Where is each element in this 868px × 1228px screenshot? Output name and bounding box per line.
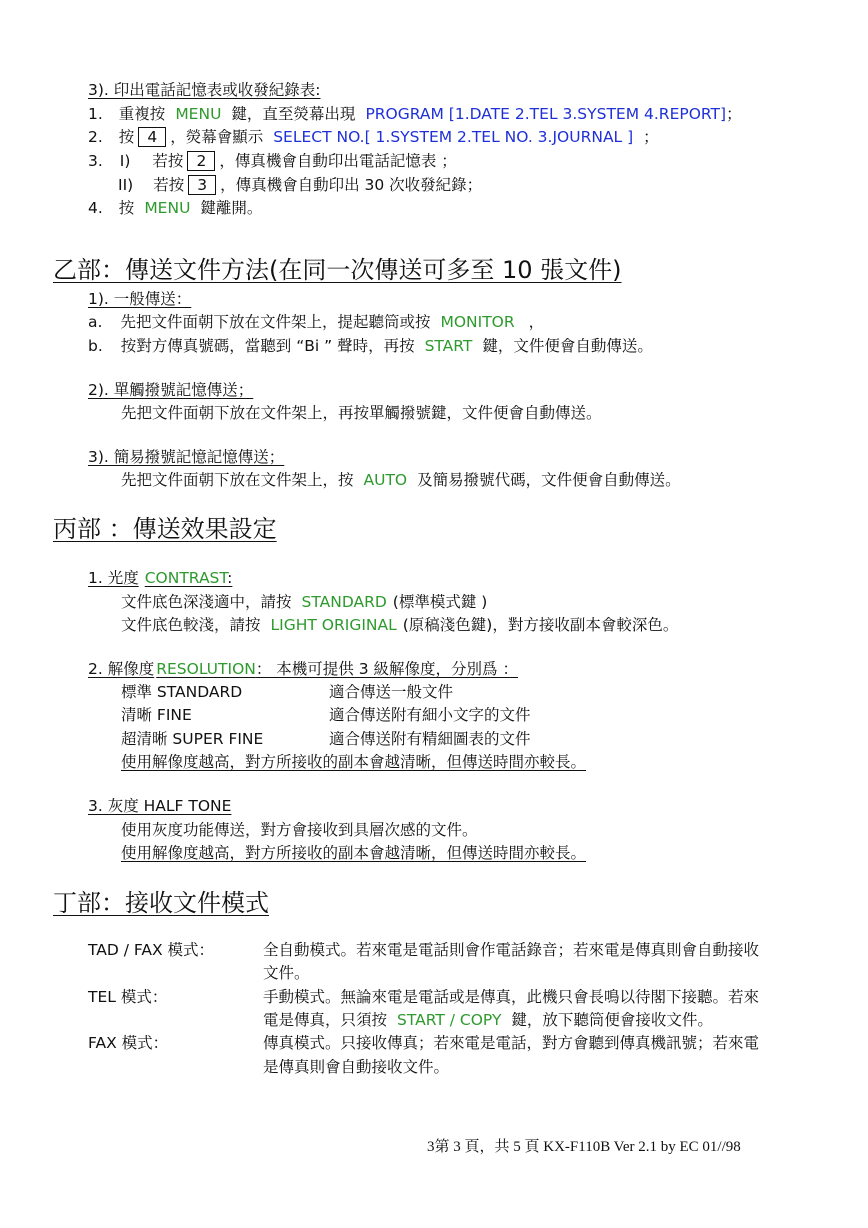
start-key: START: [424, 337, 473, 355]
step-number: 3.: [88, 152, 103, 170]
tel-mode-desc: 手動模式。無論來電是電話或是傳真，此機只會長鳴以待閣下接聽。若來: [263, 988, 760, 1006]
resolution-note: 使用解像度越高，對方所接收的副本會越清晰，但傳送時間亦較長。: [121, 753, 587, 771]
tad-mode-desc: 全自動模式。若來電是電話則會作電話錄音；若來電是傳真則會自動接收: [263, 941, 760, 959]
auto-key: AUTO: [363, 471, 408, 489]
step-text: 鍵，文件便會自動傳送。: [482, 337, 653, 355]
start-copy-key: START / COPY: [397, 1011, 502, 1029]
step-text: ，熒幕會顯示: [170, 128, 264, 146]
step-text: 文件底色較淺，請按: [121, 616, 261, 634]
step-text: 按: [118, 128, 135, 146]
tel-mode-label: TEL 模式：: [88, 988, 168, 1006]
contrast-light: [121, 615, 678, 635]
key-3: 3: [188, 175, 216, 195]
fax-mode-desc: 傳真模式。只接收傳真；若來電是電話，對方會聽到傳真機訊號；若來電: [263, 1034, 760, 1052]
tad-mode-desc: 文件。: [263, 964, 310, 982]
resolution-mode: 標準 STANDARD: [121, 683, 243, 701]
fax-mode-desc: 是傳真則會自動接收文件。: [263, 1058, 450, 1076]
one-touch-title: 2). 單觸撥號記憶傳送；: [88, 381, 254, 399]
halftone-text: 使用灰度功能傳送，對方會接收到具層次感的文件。: [121, 821, 478, 839]
part-d-heading: 丁部：接收文件模式: [53, 889, 269, 917]
punct: ；: [726, 105, 742, 123]
menu-key: MENU: [144, 199, 191, 217]
setting-label: 2. 解像度: [88, 660, 155, 678]
step-text: 鍵，放下聽筒便會接收文件。: [511, 1011, 713, 1029]
step-text: 文件底色深淺適中，請按: [121, 593, 292, 611]
step-text: 若按: [153, 176, 185, 194]
step-text: (標準模式鍵 ): [392, 593, 488, 611]
resolution-title: [88, 659, 518, 679]
step-text: 電是傳真，只須按: [263, 1011, 388, 1029]
part-b-heading: 乙部：傳送文件方法(在同一次傳送可多至 10 張文件): [53, 256, 622, 284]
menu-key: MENU: [175, 105, 222, 123]
resolution-desc: 適合傳送附有精細圖表的文件: [329, 730, 531, 748]
step-text: 及簡易撥號代碼，文件便會自動傳送。: [417, 471, 681, 489]
resolution-desc: 適合傳送一般文件: [329, 683, 454, 701]
part-c-heading: 丙部 ：傳送效果設定: [53, 515, 277, 543]
resolution-desc: 適合傳送附有細小文字的文件: [329, 706, 531, 724]
step-text: 按: [118, 199, 135, 217]
display-message: SELECT NO.[ 1.SYSTEM 2.TEL NO. 3.JOURNAL ]: [273, 128, 634, 146]
step-text: ，傳真機會自動印出電話記憶表 ；: [219, 152, 457, 170]
key-4: 4: [138, 127, 166, 147]
step-text: 按對方傳真號碼，當聽到 “Bi ” 聲時，再按: [120, 337, 415, 355]
step-text: 鍵離開。: [200, 199, 263, 217]
display-message: PROGRAM [1.DATE 2.TEL 3.SYSTEM 4.REPORT]: [365, 105, 727, 123]
page-footer: 3第 3 頁，共 5 頁 KX-F110B Ver 2.1 by EC 01//98: [427, 1139, 741, 1155]
print-report-title: 3). 印出電話記憶表或收發紀錄表:: [88, 81, 321, 99]
light-original-key: LIGHT ORIGINAL: [270, 616, 397, 634]
step-text: (原稿淺色鍵)，對方接收副本會較深色。: [402, 616, 679, 634]
contrast-key: CONTRAST: [144, 569, 228, 587]
step-number: 2.: [88, 128, 103, 146]
step-1: [88, 104, 742, 124]
contrast-title: 1. 光度 CONTRAST:: [88, 569, 233, 587]
punct: ，: [528, 313, 545, 331]
step-number: a.: [88, 313, 103, 331]
setting-label: 1. 光度: [88, 569, 139, 587]
contrast-standard: [121, 592, 487, 612]
sub-number: I): [119, 152, 131, 170]
one-touch-text: 先把文件面朝下放在文件架上，再按單觸撥號鍵，文件便會自動傳送。: [121, 404, 602, 422]
step-text: 若按: [152, 152, 184, 170]
sub-number: II): [118, 176, 134, 194]
step-text: 先把文件面朝下放在文件架上，提起聽筒或按: [120, 313, 431, 331]
key-2: 2: [187, 151, 215, 171]
resolution-key: RESOLUTION: [156, 660, 256, 678]
step-text: 重複按: [118, 105, 166, 123]
standard-key: STANDARD: [301, 593, 387, 611]
resolution-mode: 超清晰 SUPER FINE: [121, 730, 264, 748]
step-2: [88, 127, 659, 147]
step-text: 鍵，直至熒幕出現: [231, 105, 356, 123]
tel-mode-desc: [263, 1010, 713, 1030]
step-b: [88, 336, 653, 356]
step-3-i: [88, 151, 457, 171]
tad-mode-label: TAD / FAX 模式：: [88, 941, 215, 959]
step-3-ii: [118, 175, 482, 195]
step-number: 4.: [88, 199, 103, 217]
speed-dial-text: [121, 470, 681, 490]
resolution-row: [121, 682, 242, 702]
punct: ；: [643, 128, 659, 146]
step-number: 1.: [88, 105, 103, 123]
step-text: ，傳真機會自動印出 30 次收發紀錄；: [220, 176, 483, 194]
step-text: ： 本機可提供 3 級解像度，分別爲 ：: [255, 660, 518, 678]
halftone-note: 使用解像度越高，對方所接收的副本會越清晰，但傳送時間亦較長。: [121, 844, 587, 862]
fax-mode-label: FAX 模式：: [88, 1034, 169, 1052]
resolution-mode: 清晰 FINE: [121, 706, 192, 724]
step-text: 先把文件面朝下放在文件架上，按: [121, 471, 354, 489]
speed-dial-title: 3). 簡易撥號記憶記憶傳送；: [88, 448, 285, 466]
normal-send-title: 1). 一般傳送：: [88, 290, 192, 308]
halftone-title: 3. 灰度 HALF TONE: [88, 797, 232, 815]
step-4: [88, 198, 262, 218]
step-number: b.: [88, 337, 103, 355]
monitor-key: MONITOR: [440, 313, 515, 331]
step-a: [88, 312, 544, 332]
